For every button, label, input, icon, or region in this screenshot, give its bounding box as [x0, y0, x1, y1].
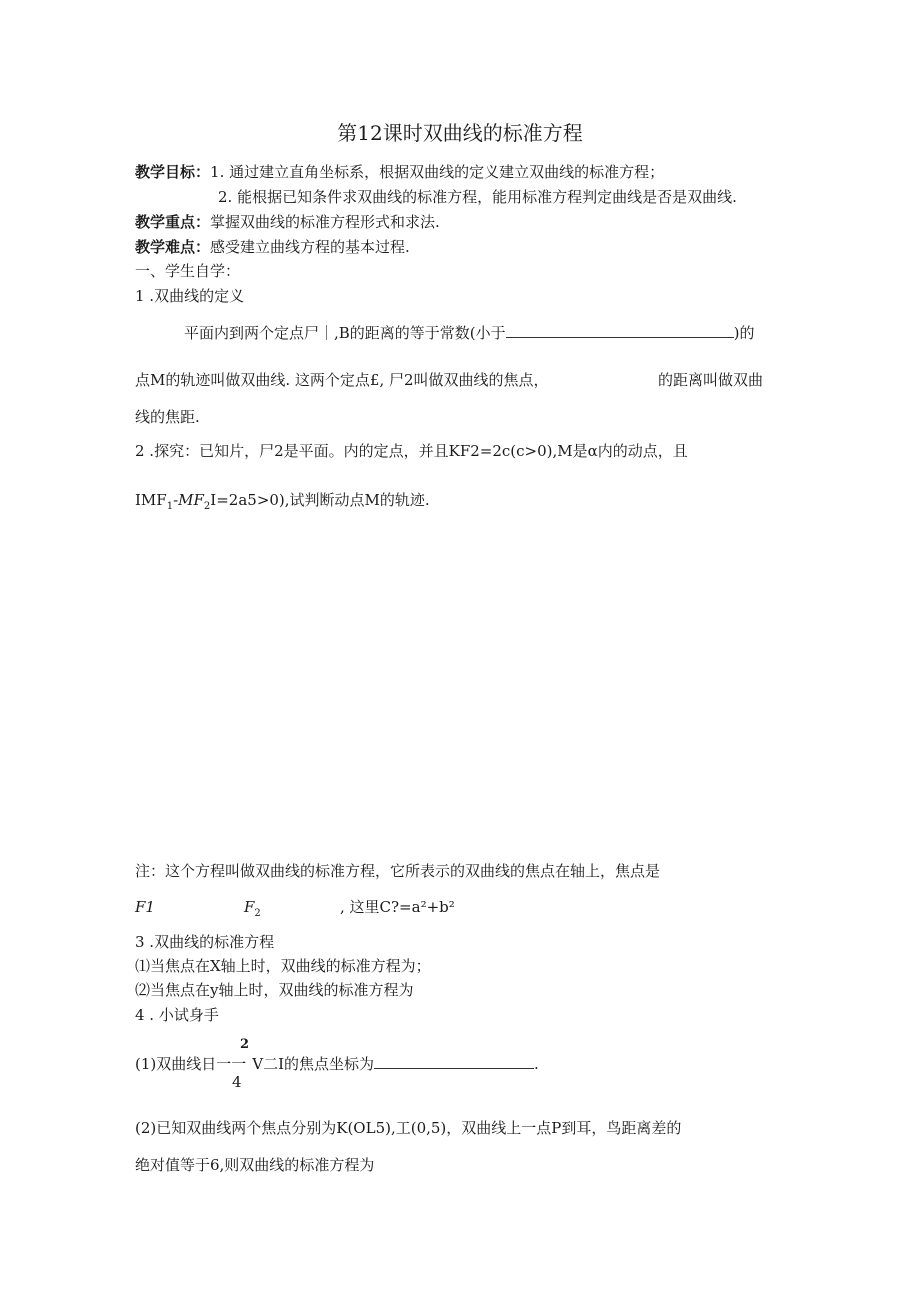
- item2-line-2: [135, 490, 430, 510]
- item4-heading: 4 . 小试身手: [135, 1006, 219, 1024]
- key-label: 教学重点: [135, 213, 196, 231]
- item4-question-1: [135, 1054, 539, 1074]
- q1-text-b: V二I的焦点坐标为: [252, 1055, 375, 1073]
- note-text: 注：这个方程叫做双曲线的标准方程，它所表示的双曲线的焦点在轴上，焦点是: [135, 862, 661, 880]
- item1-heading: 1 .双曲线的定义: [135, 287, 245, 305]
- key-text: 掌握双曲线的标准方程形式和求法.: [210, 213, 440, 231]
- item1-paragraph-3: 线的焦距.: [135, 408, 200, 426]
- difficulty-line: 教学难点：感受建立曲线方程的基本过程.: [135, 238, 410, 256]
- q1-end: .: [534, 1055, 539, 1073]
- item2-text-c: I=2a5>0),试判断动点M的轨迹.: [210, 491, 430, 509]
- difficulty-label: 教学难点: [135, 238, 196, 256]
- item3-case-2: ⑵当焦点在y轴上时，双曲线的标准方程为: [135, 981, 414, 999]
- fraction-denominator: 4: [232, 1073, 242, 1091]
- answer-blank-2[interactable]: [374, 1054, 534, 1069]
- goals-label: 教学目标: [135, 163, 196, 181]
- item2-text-a: IMF: [135, 491, 167, 509]
- note-c-equation: , 这里C?=a²+b²: [340, 898, 455, 916]
- answer-blank[interactable]: [506, 323, 734, 338]
- item1-paragraph-2-a: 点M的轨迹叫做双曲线. 这两个定点£, 尸2叫做双曲线的焦点，: [135, 371, 549, 389]
- fraction-numerator: 2: [240, 1037, 250, 1052]
- section-heading: 一、学生自学：: [135, 262, 241, 280]
- note-f2: [244, 897, 261, 917]
- goals-text-1: 1. 通过建立直角坐标系，根据双曲线的定义建立双曲线的标准方程；: [210, 163, 665, 181]
- item1-text-a: 平面内到两个定点尸｜,B的距离的等于常数(小于: [184, 324, 506, 342]
- goals-text-2: 2. 能根据已知条件求双曲线的标准方程，能用标准方程判定曲线是否是双曲线.: [218, 188, 737, 206]
- item1-paragraph-1: [184, 323, 755, 343]
- item1-paragraph-2-b: 的距离叫做双曲: [658, 371, 764, 389]
- note-f1: [135, 897, 155, 917]
- item1-text-b: )的: [733, 324, 755, 342]
- difficulty-text: 感受建立曲线方程的基本过程.: [210, 238, 410, 256]
- item2-text-b: -MF: [173, 491, 204, 509]
- q1-text-a: (1)双曲线日一一: [135, 1055, 247, 1073]
- item2-line-1: 2 .探究：已知片，尸2是平面。内的定点，并且KF2=2c(c>0),M是α内的动点，且: [135, 442, 688, 460]
- item2-sub-2: 2: [203, 501, 211, 512]
- key-line: 教学重点：掌握双曲线的标准方程形式和求法.: [135, 213, 440, 231]
- item2-sub-1: 1: [166, 501, 174, 512]
- item4-question-2-line-1: (2)已知双曲线两个焦点分别为K(OL5),工(0,5)，双曲线上一点P到耳，鸟距离差的: [135, 1119, 682, 1137]
- goals-line-1: 教学目标：1. 通过建立直角坐标系，根据双曲线的定义建立双曲线的标准方程；: [135, 163, 665, 181]
- item4-question-2-line-2: 绝对值等于6,则双曲线的标准方程为: [135, 1156, 375, 1174]
- f2-sub: 2: [254, 908, 261, 919]
- item3-heading: 3 .双曲线的标准方程: [135, 933, 275, 951]
- f1-label: F1: [135, 898, 155, 916]
- item3-case-1: ⑴当焦点在X轴上时，双曲线的标准方程为；: [135, 957, 431, 975]
- f2-label: F: [244, 898, 255, 916]
- page-title: 第12课时双曲线的标准方程: [337, 121, 583, 145]
